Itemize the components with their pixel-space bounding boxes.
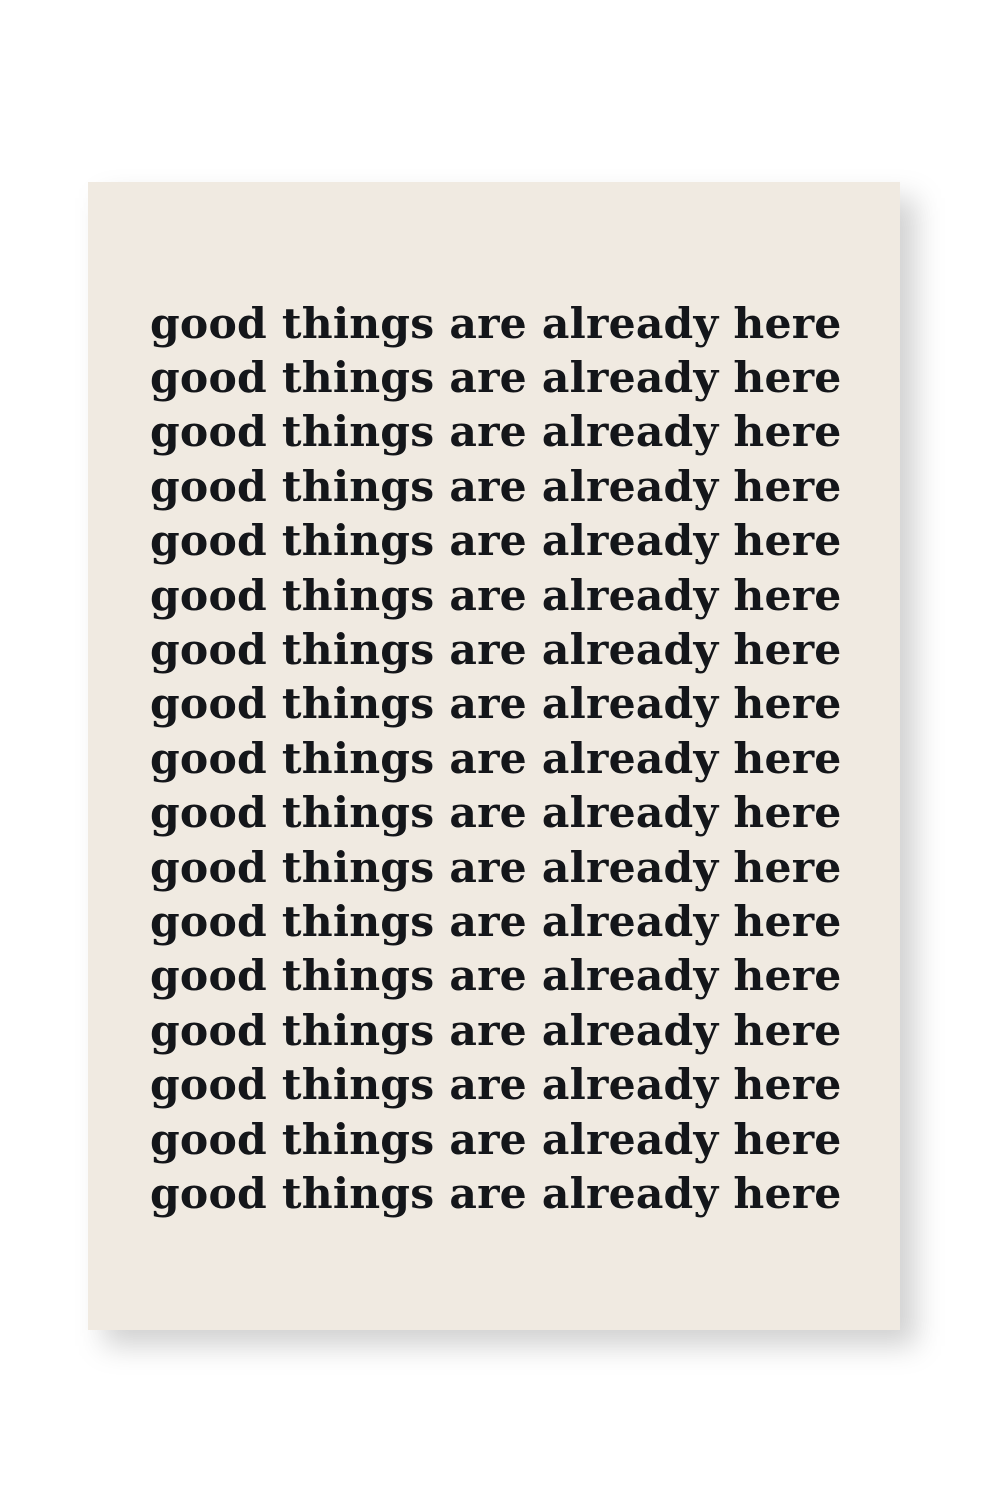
poster-line: good things are already here bbox=[150, 1005, 842, 1056]
art-print-poster bbox=[88, 182, 900, 1330]
poster-line: good things are already here bbox=[150, 1169, 842, 1220]
poster-line: good things are already here bbox=[150, 733, 842, 784]
poster-line: good things are already here bbox=[150, 1060, 842, 1111]
poster-line: good things are already here bbox=[150, 1114, 842, 1165]
poster-line: good things are already here bbox=[150, 897, 842, 948]
poster-line: good things are already here bbox=[150, 788, 842, 839]
poster-line: good things are already here bbox=[150, 842, 842, 893]
poster-line: good things are already here bbox=[150, 951, 842, 1002]
poster-line: good things are already here bbox=[150, 570, 842, 621]
poster-text-block bbox=[88, 182, 900, 1330]
poster-line: good things are already here bbox=[150, 461, 842, 512]
poster-line: good things are already here bbox=[150, 624, 842, 675]
poster-line: good things are already here bbox=[150, 352, 842, 403]
poster-line: good things are already here bbox=[150, 298, 842, 349]
poster-line: good things are already here bbox=[150, 516, 842, 567]
poster-line: good things are already here bbox=[150, 679, 842, 730]
poster-line: good things are already here bbox=[150, 407, 842, 458]
